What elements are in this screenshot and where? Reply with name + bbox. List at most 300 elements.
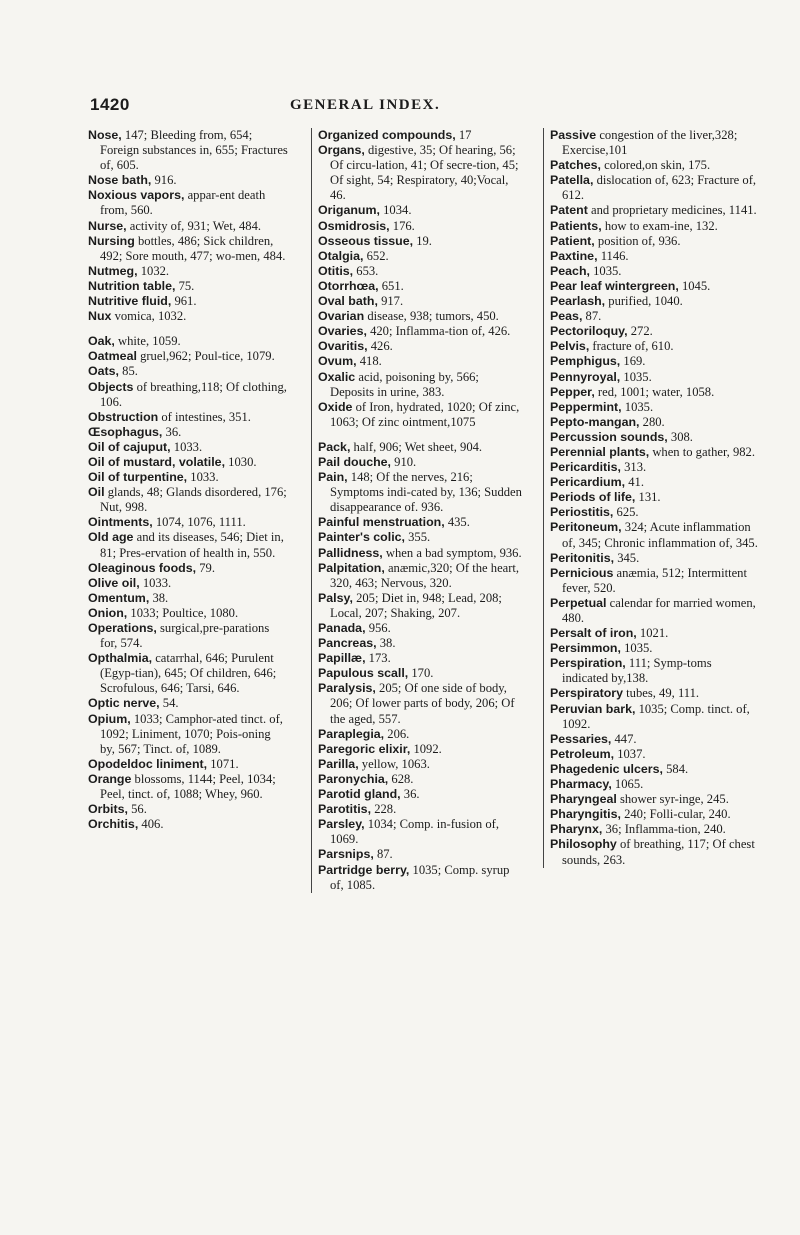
entry-references: fracture of, 610. bbox=[592, 339, 674, 354]
index-entry bbox=[318, 279, 523, 294]
index-entry bbox=[550, 415, 760, 430]
entry-heading: Origanum, bbox=[318, 203, 380, 218]
entry-references: 1021. bbox=[639, 626, 669, 641]
entry-references: 1033. bbox=[142, 575, 172, 590]
entry-heading: Oxalic bbox=[318, 369, 356, 384]
index-entry bbox=[550, 837, 760, 867]
entry-heading: Peach, bbox=[550, 263, 590, 278]
entry-references: and its diseases, 546; Diet in, 81; Pres-ervation of health in, 550. bbox=[100, 530, 284, 560]
entry-references: and proprietary medicines, 1141. bbox=[591, 203, 757, 218]
entry-heading: Philosophy bbox=[550, 837, 617, 852]
entry-references: 205; Of one side of body, 206; Of lower parts of body, 206; Of the aged, 557. bbox=[330, 681, 515, 726]
index-entry bbox=[550, 354, 760, 369]
index-entry bbox=[550, 807, 760, 822]
index-entry bbox=[88, 696, 288, 711]
index-entry bbox=[550, 460, 760, 475]
entry-references: 240; Folli-cular, 240. bbox=[624, 807, 731, 822]
entry-heading: Oats, bbox=[88, 364, 119, 379]
entry-references: 652. bbox=[366, 248, 389, 263]
entry-references: catarrhal, 646; Purulent (Egyp-tian), 645; Of children, 646; Scrofulous, 646; Tarsi, 646. bbox=[100, 651, 277, 696]
index-entry bbox=[318, 742, 523, 757]
entry-references: 1035. bbox=[593, 263, 622, 278]
entry-heading: Peas, bbox=[550, 309, 583, 324]
entry-references: 1035. bbox=[623, 369, 652, 384]
index-entry bbox=[88, 802, 288, 817]
index-entry bbox=[318, 440, 523, 455]
index-entry bbox=[550, 324, 760, 339]
index-entry bbox=[88, 173, 288, 188]
entry-heading: Oxide bbox=[318, 399, 353, 414]
entry-heading: Pancreas, bbox=[318, 636, 377, 651]
entry-heading: Onion, bbox=[88, 605, 128, 620]
index-entry bbox=[550, 309, 760, 324]
entry-references: 1035; Comp. syrup of, 1085. bbox=[330, 862, 510, 892]
entry-references: of breathing, 117; Of chest sounds, 263. bbox=[562, 837, 755, 867]
entry-heading: Percussion sounds, bbox=[550, 429, 668, 444]
index-entry bbox=[318, 847, 523, 862]
index-entry bbox=[318, 294, 523, 309]
entry-heading: Organized compounds, bbox=[318, 128, 456, 142]
entry-references: 1035. bbox=[624, 399, 654, 414]
entry-references: 584. bbox=[666, 761, 689, 776]
entry-heading: Patients, bbox=[550, 218, 602, 233]
index-entry bbox=[318, 309, 523, 324]
index-entry bbox=[318, 324, 523, 339]
index-entry bbox=[88, 188, 288, 218]
entry-references: 173. bbox=[368, 651, 391, 666]
entry-heading: Œsophagus, bbox=[88, 424, 163, 439]
entry-references: 956. bbox=[368, 621, 391, 635]
entry-heading: Parsnips, bbox=[318, 847, 374, 862]
entry-references: calendar for married women, 480. bbox=[562, 595, 756, 625]
entry-references: 1037. bbox=[617, 746, 646, 761]
index-entry bbox=[318, 530, 523, 545]
index-entry bbox=[88, 334, 288, 349]
entry-heading: Patent bbox=[550, 203, 588, 218]
entry-heading: Objects bbox=[88, 379, 134, 394]
entry-heading: Opthalmia, bbox=[88, 651, 153, 666]
entry-references: 418. bbox=[359, 354, 382, 369]
index-entry bbox=[550, 385, 760, 400]
index-entry bbox=[550, 596, 760, 626]
index-entry bbox=[88, 309, 288, 324]
entry-references: 79. bbox=[199, 560, 215, 575]
index-entry bbox=[550, 732, 760, 747]
index-entry bbox=[550, 294, 760, 309]
entry-heading: Opodeldoc liniment, bbox=[88, 756, 208, 771]
entry-heading: Parotitis, bbox=[318, 802, 372, 817]
entry-references: 1071. bbox=[210, 756, 239, 771]
entry-heading: Nurse, bbox=[88, 218, 127, 233]
index-entry bbox=[550, 702, 760, 732]
entry-references: activity of, 931; Wet, 484. bbox=[129, 218, 262, 233]
index-entry bbox=[550, 641, 760, 656]
entry-references: how to exam-ine, 132. bbox=[604, 218, 718, 233]
page-number: 1420 bbox=[90, 95, 130, 114]
index-entry bbox=[550, 686, 760, 701]
index-entry bbox=[550, 203, 760, 218]
index-entry bbox=[88, 515, 288, 530]
entry-references: 1045. bbox=[681, 278, 711, 293]
entry-references: 19. bbox=[416, 233, 432, 248]
entry-heading: Oak, bbox=[88, 334, 115, 349]
index-entry bbox=[318, 651, 523, 666]
entry-references: 1034. bbox=[383, 203, 412, 218]
entry-heading: Patient, bbox=[550, 233, 595, 248]
entry-references: 1146. bbox=[600, 248, 629, 263]
entry-heading: Palsy, bbox=[318, 590, 353, 605]
entry-references: of breathing,118; Of clothing, 106. bbox=[100, 379, 287, 409]
entry-references: 38. bbox=[379, 636, 396, 651]
entry-references: 176. bbox=[392, 218, 415, 233]
entry-references: 324; Acute inflammation of, 345; Chronic inflammation of, 345. bbox=[562, 520, 758, 550]
entry-references: purified, 1040. bbox=[608, 294, 683, 309]
index-entry bbox=[550, 234, 760, 249]
index-entry bbox=[88, 757, 288, 772]
index-entry bbox=[88, 380, 288, 410]
entry-heading: Ovaries, bbox=[318, 324, 367, 339]
entry-references: anæmic,320; Of the heart, 320, 463; Nervous, 320. bbox=[330, 560, 520, 590]
entry-heading: Pharynx, bbox=[550, 822, 603, 837]
entry-references: 85. bbox=[122, 364, 138, 379]
index-entry bbox=[550, 370, 760, 385]
index-entry bbox=[318, 591, 523, 621]
entry-heading: Ovum, bbox=[318, 354, 357, 369]
entry-references: 910. bbox=[394, 454, 417, 469]
entry-heading: Oil bbox=[88, 485, 105, 500]
entry-heading: Oil of cajuput, bbox=[88, 439, 171, 454]
index-entry bbox=[550, 279, 760, 294]
entry-heading: Periods of life, bbox=[550, 490, 636, 505]
entry-heading: Perennial plants, bbox=[550, 444, 650, 459]
entry-references: 345. bbox=[617, 550, 640, 565]
entry-references: 272. bbox=[630, 324, 653, 339]
entry-heading: Orbits, bbox=[88, 802, 128, 817]
entry-heading: Painter's colic, bbox=[318, 530, 405, 545]
entry-references: half, 906; Wet sheet, 904. bbox=[353, 439, 483, 454]
entry-references: of intestines, 351. bbox=[161, 409, 251, 424]
entry-references: 75. bbox=[178, 278, 195, 293]
entry-references: 308. bbox=[670, 429, 693, 444]
index-entry bbox=[550, 520, 760, 550]
entry-heading: Osmidrosis, bbox=[318, 218, 390, 233]
entry-heading: Peppermint, bbox=[550, 399, 622, 414]
entry-heading: Pepper, bbox=[550, 384, 595, 399]
entry-heading: Operations, bbox=[88, 621, 157, 635]
entry-heading: Persalt of iron, bbox=[550, 626, 637, 641]
entry-references: of Iron, hydrated, 1020; Of zinc, 1063; Of zinc ointment,1075 bbox=[330, 399, 520, 429]
index-entry bbox=[550, 249, 760, 264]
entry-heading: Ovarian bbox=[318, 309, 365, 324]
entry-references: 206. bbox=[387, 726, 410, 741]
entry-heading: Pharmacy, bbox=[550, 777, 612, 792]
index-entry bbox=[550, 626, 760, 641]
entry-references: dislocation of, 623; Fracture of, 612. bbox=[562, 173, 757, 203]
index-entry bbox=[550, 445, 760, 460]
entry-heading: Pemphigus, bbox=[550, 354, 621, 369]
entry-references: 205; Diet in, 948; Lead, 208; Local, 207; Shaking, 207. bbox=[330, 590, 502, 620]
entry-heading: Pack, bbox=[318, 439, 351, 454]
index-entry bbox=[88, 349, 288, 364]
entry-references: congestion of the liver,328; Exercise,101 bbox=[562, 128, 738, 158]
entry-references: 1035. bbox=[624, 641, 653, 656]
index-entry bbox=[318, 339, 523, 354]
index-entry bbox=[88, 485, 288, 515]
index-entry bbox=[318, 370, 523, 400]
index-entry bbox=[550, 566, 760, 596]
index-entry bbox=[88, 234, 288, 264]
index-entry bbox=[550, 475, 760, 490]
entry-references: 36; Inflamma-tion, 240. bbox=[605, 822, 726, 837]
index-entry bbox=[550, 490, 760, 505]
entry-heading: Nose, bbox=[88, 128, 122, 142]
entry-heading: Old age bbox=[88, 530, 134, 545]
entry-references: 87. bbox=[376, 847, 393, 862]
entry-heading: Nux bbox=[88, 309, 112, 324]
entry-heading: Oil of mustard, volatile, bbox=[88, 454, 226, 469]
entry-references: 406. bbox=[141, 817, 164, 832]
entry-references: colored,on skin, 175. bbox=[604, 158, 711, 173]
entry-heading: Pharyngeal bbox=[550, 792, 617, 807]
entry-references: bottles, 486; Sick children, 492; Sore mouth, 477; wo-men, 484. bbox=[100, 233, 286, 263]
entry-heading: Pepto-mangan, bbox=[550, 414, 640, 429]
entry-references: shower syr-inge, 245. bbox=[619, 792, 729, 807]
entry-references: 447. bbox=[614, 731, 637, 746]
entry-heading: Oval bath, bbox=[318, 294, 378, 309]
entry-references: yellow, 1063. bbox=[361, 756, 430, 771]
entry-references: 56. bbox=[131, 802, 147, 817]
entry-references: 1034; Comp. in-fusion of, 1069. bbox=[330, 817, 499, 847]
entry-heading: Optic nerve, bbox=[88, 696, 160, 711]
index-entry bbox=[318, 400, 523, 430]
index-entry bbox=[88, 817, 288, 832]
index-entry bbox=[550, 822, 760, 837]
entry-heading: Papulous scall, bbox=[318, 666, 409, 681]
entry-references: 961. bbox=[174, 294, 197, 309]
entry-heading: Paraplegia, bbox=[318, 726, 385, 741]
entry-heading: Pessaries, bbox=[550, 731, 612, 746]
entry-references: 111; Symp-toms indicated by,138. bbox=[562, 656, 712, 686]
entry-heading: Panada, bbox=[318, 621, 366, 635]
index-entry bbox=[318, 546, 523, 561]
index-entry bbox=[88, 219, 288, 234]
index-entry bbox=[550, 656, 760, 686]
index-entry bbox=[88, 364, 288, 379]
index-entry bbox=[88, 279, 288, 294]
entry-heading: Orange bbox=[88, 771, 132, 786]
index-entry bbox=[88, 561, 288, 576]
index-entry bbox=[318, 128, 523, 143]
entry-references: 426. bbox=[370, 339, 393, 354]
entry-heading: Partridge berry, bbox=[318, 862, 410, 877]
entry-heading: Pelvis, bbox=[550, 339, 590, 354]
entry-heading: Oil of turpentine, bbox=[88, 470, 188, 485]
entry-heading: Nose bath, bbox=[88, 173, 152, 188]
entry-references: 313. bbox=[624, 460, 647, 475]
entry-references: 36. bbox=[165, 424, 182, 439]
entry-heading: Petroleum, bbox=[550, 746, 615, 761]
running-title: GENERAL INDEX. bbox=[290, 97, 441, 113]
entry-references: 1035; Comp. tinct. of, 1092. bbox=[562, 701, 750, 731]
index-entry bbox=[88, 470, 288, 485]
entry-references: 1074, 1076, 1111. bbox=[155, 515, 246, 530]
entry-heading: Perspiration, bbox=[550, 656, 626, 671]
entry-heading: Otalgia, bbox=[318, 248, 364, 263]
entry-heading: Organs, bbox=[318, 143, 365, 158]
index-columns bbox=[88, 128, 756, 1168]
index-entry bbox=[88, 651, 288, 696]
entry-references: gruel,962; Poul-tice, 1079. bbox=[140, 349, 275, 364]
entry-heading: Paralysis, bbox=[318, 681, 376, 696]
entry-references: 36. bbox=[403, 787, 420, 802]
index-entry bbox=[88, 606, 288, 621]
index-entry bbox=[88, 264, 288, 279]
entry-references: when a bad symptom, 936. bbox=[385, 545, 522, 560]
entry-heading: Paronychia, bbox=[318, 771, 389, 786]
entry-references: disease, 938; tumors, 450. bbox=[367, 309, 499, 324]
entry-heading: Pail douche, bbox=[318, 454, 391, 469]
entry-references: 651. bbox=[381, 278, 404, 293]
index-entry bbox=[88, 591, 288, 606]
entry-heading: Pernicious bbox=[550, 565, 614, 580]
index-entry bbox=[318, 787, 523, 802]
entry-references: 1033; Poultice, 1080. bbox=[130, 605, 239, 620]
entry-heading: Peruvian bark, bbox=[550, 701, 636, 716]
index-entry bbox=[318, 561, 523, 591]
entry-heading: Pennyroyal, bbox=[550, 369, 621, 384]
index-entry bbox=[318, 666, 523, 681]
index-entry bbox=[88, 530, 288, 560]
entry-references: 87. bbox=[585, 309, 602, 324]
entry-references: 38. bbox=[152, 590, 169, 605]
entry-heading: Perpetual bbox=[550, 595, 607, 610]
entry-references: 1065. bbox=[614, 777, 644, 792]
index-entry bbox=[318, 802, 523, 817]
index-entry bbox=[550, 505, 760, 520]
index-column-1 bbox=[88, 128, 288, 832]
index-entry bbox=[318, 470, 523, 515]
entry-heading: Peritonitis, bbox=[550, 550, 615, 565]
entry-references: anæmia, 512; Intermittent fever, 520. bbox=[562, 565, 747, 595]
index-entry bbox=[318, 264, 523, 279]
entry-heading: Pallidness, bbox=[318, 545, 383, 560]
entry-references: 917. bbox=[381, 294, 404, 309]
entry-heading: Ovaritis, bbox=[318, 339, 368, 354]
entry-heading: Papillæ, bbox=[318, 651, 366, 666]
entry-references: vomica, 1032. bbox=[114, 309, 187, 324]
entry-heading: Painful menstruation, bbox=[318, 515, 445, 530]
entry-references: digestive, 35; Of hearing, 56; Of circu-lation, 41; Of secre-tion, 45; Of sight, 54; Respiratory, 40;Vocal, 46. bbox=[330, 143, 519, 203]
entry-heading: Phagedenic ulcers, bbox=[550, 761, 663, 776]
entry-references: 1092. bbox=[413, 741, 442, 756]
index-column-3 bbox=[543, 128, 760, 868]
page-header bbox=[90, 95, 750, 125]
entry-heading: Oatmeal bbox=[88, 349, 137, 364]
entry-references: 147; Bleeding from, 654; Foreign substances in, 655; Fractures of, 605. bbox=[100, 128, 288, 173]
entry-heading: Oleaginous foods, bbox=[88, 560, 197, 575]
index-entry bbox=[88, 576, 288, 591]
entry-references: blossoms, 1144; Peel, 1034; Peel, tinct. of, 1088; Whey, 960. bbox=[100, 771, 276, 802]
entry-references: 653. bbox=[356, 263, 379, 278]
index-entry bbox=[88, 440, 288, 455]
entry-references: 420; Inflamma-tion of, 426. bbox=[370, 324, 511, 339]
index-entry bbox=[550, 400, 760, 415]
index-entry bbox=[88, 410, 288, 425]
entry-heading: Paregoric elixir, bbox=[318, 741, 411, 756]
index-entry bbox=[550, 551, 760, 566]
entry-references: surgical,pre-parations for, 574. bbox=[100, 621, 270, 651]
entry-references: 1030. bbox=[228, 454, 257, 469]
entry-heading: Nutritive fluid, bbox=[88, 294, 172, 309]
entry-references: 1032. bbox=[140, 263, 170, 278]
index-entry bbox=[550, 264, 760, 279]
entry-references: position of, 936. bbox=[597, 233, 681, 248]
entry-references: 169. bbox=[623, 354, 646, 369]
entry-heading: Orchitis, bbox=[88, 817, 139, 832]
index-entry bbox=[318, 354, 523, 369]
entry-heading: Nursing bbox=[88, 233, 135, 248]
index-entry bbox=[318, 621, 523, 636]
entry-heading: Nutmeg, bbox=[88, 263, 138, 278]
entry-references: 628. bbox=[391, 771, 414, 786]
entry-heading: Persimmon, bbox=[550, 641, 621, 656]
index-entry bbox=[550, 430, 760, 445]
index-entry bbox=[550, 777, 760, 792]
index-entry bbox=[550, 158, 760, 173]
entry-references: 1033; Camphor-ated tinct. of, 1092; Liniment, 1070; Pois-oning by, 567; Tinct. of, 1089. bbox=[100, 711, 283, 756]
entry-heading: Parsley, bbox=[318, 817, 365, 832]
entry-references: 916. bbox=[154, 173, 177, 188]
index-entry bbox=[318, 515, 523, 530]
index-entry bbox=[550, 747, 760, 762]
index-column-2 bbox=[311, 128, 523, 893]
index-entry bbox=[88, 712, 288, 757]
entry-heading: Peritoneum, bbox=[550, 520, 622, 535]
index-entry bbox=[88, 455, 288, 470]
index-entry bbox=[550, 219, 760, 234]
entry-references: 355. bbox=[408, 530, 431, 545]
entry-heading: Olive oil, bbox=[88, 575, 140, 590]
index-entry bbox=[88, 772, 288, 802]
entry-heading: Pericarditis, bbox=[550, 460, 621, 475]
entry-heading: Omentum, bbox=[88, 590, 150, 605]
entry-heading: Perspiratory bbox=[550, 686, 624, 701]
entry-heading: Obstruction bbox=[88, 409, 159, 424]
entry-references: glands, 48; Glands disordered, 176; Nut, 998. bbox=[100, 485, 287, 515]
entry-heading: Pearlash, bbox=[550, 294, 606, 309]
entry-references: 625. bbox=[616, 505, 639, 520]
entry-heading: Pectoriloquy, bbox=[550, 324, 628, 339]
index-entry bbox=[318, 757, 523, 772]
entry-heading: Osseous tissue, bbox=[318, 233, 414, 248]
entry-heading: Parotid gland, bbox=[318, 787, 401, 802]
entry-references: 170. bbox=[411, 666, 434, 681]
index-entry bbox=[550, 173, 760, 203]
index-entry bbox=[318, 455, 523, 470]
index-entry bbox=[318, 772, 523, 787]
entry-heading: Pericardium, bbox=[550, 475, 626, 490]
entry-references: 280. bbox=[642, 414, 665, 429]
entry-heading: Ointments, bbox=[88, 515, 153, 530]
entry-heading: Parilla, bbox=[318, 756, 359, 771]
entry-references: red, 1001; water, 1058. bbox=[597, 384, 715, 399]
index-entry bbox=[318, 234, 523, 249]
index-entry bbox=[318, 219, 523, 234]
entry-references: 1033. bbox=[173, 439, 203, 454]
entry-references: 17 bbox=[458, 128, 472, 142]
index-entry bbox=[550, 792, 760, 807]
entry-heading: Pain, bbox=[318, 470, 348, 485]
